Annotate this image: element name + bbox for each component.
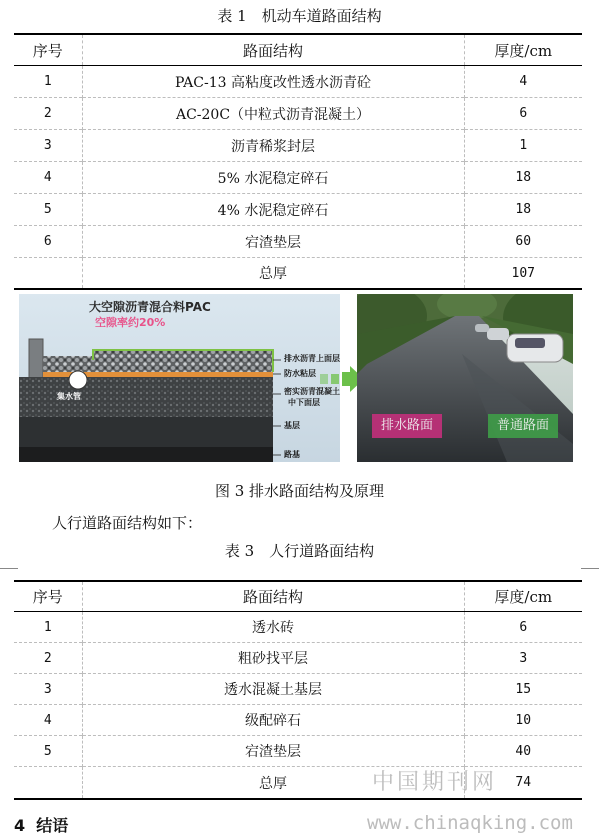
row-no: 2 bbox=[14, 98, 82, 130]
row-thickness: 1 bbox=[464, 130, 582, 162]
row-thickness: 18 bbox=[464, 162, 582, 194]
row-no: 4 bbox=[14, 705, 82, 736]
header-thickness: 厚度/cm bbox=[464, 34, 582, 66]
label-waterproof: 防水粘层 bbox=[284, 369, 316, 378]
row-no: 1 bbox=[14, 66, 82, 98]
row-no: 3 bbox=[14, 674, 82, 705]
row-structure: 宕渣垫层 bbox=[82, 226, 464, 258]
diagram-title: 大空隙沥青混合料PAC bbox=[89, 300, 211, 314]
row-thickness: 60 bbox=[464, 226, 582, 258]
row-no: 6 bbox=[14, 226, 82, 258]
page-corner-mark-right bbox=[581, 568, 599, 577]
table-row bbox=[14, 736, 582, 767]
table-row bbox=[14, 98, 582, 130]
page-corner-mark-left bbox=[0, 568, 18, 577]
row-thickness: 6 bbox=[464, 612, 582, 643]
section-number: 4 bbox=[14, 816, 26, 835]
row-thickness: 6 bbox=[464, 98, 582, 130]
row-thickness: 3 bbox=[464, 643, 582, 674]
subgrade-layer bbox=[19, 447, 273, 462]
row-no: 5 bbox=[14, 736, 82, 767]
total-empty-cell bbox=[14, 767, 82, 800]
section-title: 结语 bbox=[36, 816, 69, 835]
table1 bbox=[14, 33, 582, 290]
table3-caption: 表 3 人行道路面结构 bbox=[224, 542, 375, 560]
header-thickness: 厚度/cm bbox=[464, 581, 582, 612]
table-total-row bbox=[14, 258, 582, 290]
row-structure: 沥青稀浆封层 bbox=[82, 130, 464, 162]
header-no: 序号 bbox=[14, 34, 82, 66]
table-row bbox=[14, 162, 582, 194]
row-structure: 5% 水泥稳定碎石 bbox=[82, 162, 464, 194]
table-row bbox=[14, 66, 582, 98]
row-no: 3 bbox=[14, 130, 82, 162]
row-structure: PAC-13 高粘度改性透水沥青砼 bbox=[82, 66, 464, 98]
table-row bbox=[14, 130, 582, 162]
pac-surface-layer bbox=[93, 350, 273, 360]
row-thickness: 10 bbox=[464, 705, 582, 736]
row-structure: 宕渣垫层 bbox=[82, 736, 464, 767]
row-structure: 级配碎石 bbox=[82, 705, 464, 736]
label-dense-2: 中下面层 bbox=[288, 398, 320, 407]
drain-pipe bbox=[69, 371, 87, 389]
base-layer bbox=[19, 417, 273, 447]
row-thickness: 15 bbox=[464, 674, 582, 705]
road-comparison-photo bbox=[357, 294, 573, 462]
leader-lines bbox=[273, 360, 281, 455]
total-empty-cell bbox=[14, 258, 82, 290]
label-drain-surface: 排水沥青上面层 bbox=[284, 354, 340, 363]
row-structure: 4% 水泥稳定碎石 bbox=[82, 194, 464, 226]
total-value: 74 bbox=[464, 767, 582, 800]
label-subgrade: 路基 bbox=[284, 450, 300, 459]
figure3-caption: 图 3 排水路面结构及原理 bbox=[214, 482, 385, 500]
table-row bbox=[14, 226, 582, 258]
row-no: 4 bbox=[14, 162, 82, 194]
total-label: 总厚 bbox=[82, 258, 464, 290]
table-row bbox=[14, 194, 582, 226]
pavement-structure-diagram bbox=[19, 294, 340, 462]
table1-caption: 表 1 机动车道路面结构 bbox=[217, 7, 382, 25]
row-structure: AC-20C（中粒式沥青混凝土） bbox=[82, 98, 464, 130]
row-no: 2 bbox=[14, 643, 82, 674]
row-no: 5 bbox=[14, 194, 82, 226]
watermark-url: www.chinaqking.com bbox=[367, 812, 573, 834]
table-header-row bbox=[14, 34, 582, 66]
label-dense-1: 密实沥青混凝土 bbox=[284, 387, 340, 396]
header-no: 序号 bbox=[14, 581, 82, 612]
label-normal-road: 普通路面 bbox=[488, 414, 558, 438]
watermark-cn: 中国期刊网 bbox=[372, 770, 498, 795]
table-header-row bbox=[14, 581, 582, 612]
table-row bbox=[14, 674, 582, 705]
row-thickness: 40 bbox=[464, 736, 582, 767]
section-heading bbox=[14, 813, 68, 836]
row-structure: 透水砖 bbox=[82, 612, 464, 643]
row-no: 1 bbox=[14, 612, 82, 643]
table-row bbox=[14, 643, 582, 674]
label-base: 基层 bbox=[284, 421, 300, 430]
header-structure: 路面结构 bbox=[82, 34, 464, 66]
total-value: 107 bbox=[464, 258, 582, 290]
label-pipe: 集水管 bbox=[57, 392, 81, 401]
table-row bbox=[14, 705, 582, 736]
row-structure: 透水混凝土基层 bbox=[82, 674, 464, 705]
row-structure: 粗砂找平层 bbox=[82, 643, 464, 674]
body-paragraph: 人行道路面结构如下： bbox=[52, 514, 203, 532]
table-row bbox=[14, 612, 582, 643]
row-thickness: 4 bbox=[464, 66, 582, 98]
total-label: 总厚 bbox=[82, 767, 464, 800]
label-drain-road: 排水路面 bbox=[372, 414, 442, 438]
diagram-subtitle: 空隙率约20% bbox=[95, 316, 166, 329]
header-structure: 路面结构 bbox=[82, 581, 464, 612]
row-thickness: 18 bbox=[464, 194, 582, 226]
